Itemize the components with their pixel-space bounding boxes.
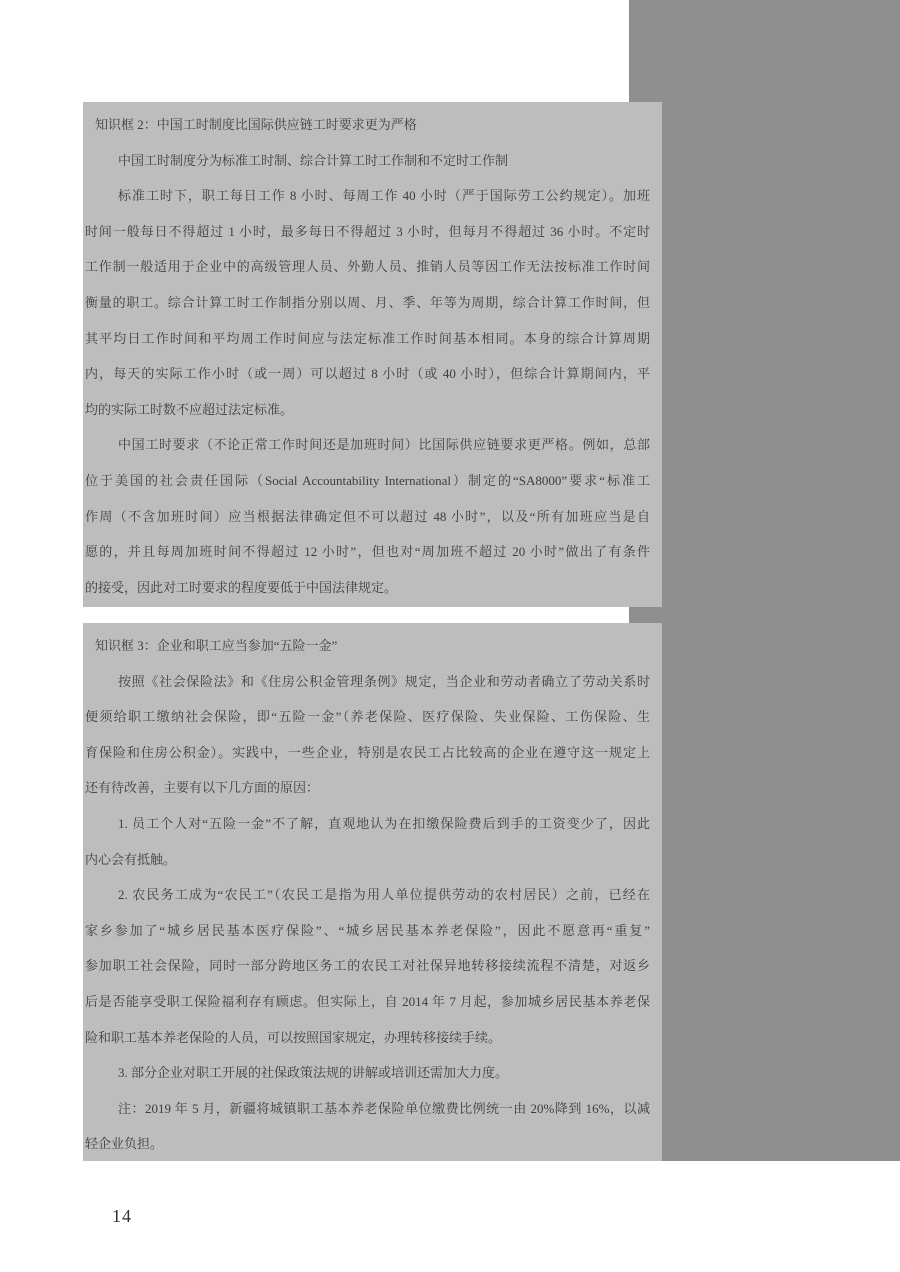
text-line: 便须给职工缴纳社会保险，即“五险一金”（养老保险、医疗保险、失业保险、工伤保险、生 — [85, 709, 650, 725]
text-line: 时间一般每日不得超过 1 小时，最多每日不得超过 3 小时，但每月不得超过 36 小时。不定时 — [85, 223, 650, 239]
text-line: 险和职工基本养老保险的人员，可以按照国家规定，办理转移接续手续。 — [85, 1029, 502, 1045]
text-line: 中国工时要求（不论正常工作时间还是加班时间）比国际供应链要求更严格。例如，总部 — [118, 437, 650, 453]
text-line: 知识框 3：企业和职工应当参加“五险一金” — [95, 638, 338, 653]
knowledge-box-2 — [83, 102, 662, 607]
text-line: 还有待改善，主要有以下几方面的原因： — [85, 780, 320, 796]
text-line: 均的实际工时数不应超过法定标准。 — [85, 401, 294, 417]
text-line: 参加职工社会保险，同时一部分跨地区务工的农民工对社保异地转移接续流程不清楚，对返乡 — [85, 958, 650, 974]
text-line: 其平均日工作时间和平均周工作时间应与法定标准工作时间基本相同。本身的综合计算周期 — [85, 330, 650, 346]
text-line: 工作制一般适用于企业中的高级管理人员、外勤人员、推销人员等因工作无法按标准工作时间 — [85, 259, 650, 275]
text-line: 位于美国的社会责任国际（Social Accountability International）制定的“SA8000”要求“标准工 — [85, 472, 650, 488]
text-line: 衡量的职工。综合计算工时工作制指分别以周、月、季、年等为周期，综合计算工作时间，但 — [85, 294, 650, 310]
text-line: 后是否能享受职工保险福利存有顾虑。但实际上，自 2014 年 7 月起，参加城乡居民基本养老保 — [85, 993, 650, 1009]
text-line: 愿的，并且每周加班时间不得超过 12 小时”，但也对“周加班不超过 20 小时”做出了有条件 — [85, 544, 650, 560]
text-line: 的接受，因此对工时要求的程度要低于中国法律规定。 — [85, 579, 398, 595]
text-line: 知识框 2：中国工时制度比国际供应链工时要求更为严格 — [95, 117, 417, 132]
text-line: 作周（不含加班时间）应当根据法律确定但不可以超过 48 小时”，以及“所有加班应当是自 — [85, 508, 650, 524]
text-line: 育保险和住房公积金）。实践中，一些企业，特别是农民工占比较高的企业在遵守这一规定上 — [85, 744, 650, 760]
page-number: 14 — [112, 1206, 132, 1226]
text-line: 家乡参加了“城乡居民基本医疗保险”、“城乡居民基本养老保险”，因此不愿意再“重复” — [85, 922, 650, 938]
text-line: 按照《社会保险法》和《住房公积金管理条例》规定，当企业和劳动者确立了劳动关系时 — [118, 673, 650, 689]
text-line: 内，每天的实际工作小时（或一周）可以超过 8 小时（或 40 小时），但综合计算期间内，平 — [85, 366, 650, 382]
text-line: 2. 农民务工成为“农民工”（农民工是指为用人单位提供劳动的农村居民）之前，已经在 — [118, 887, 650, 903]
text-line: 内心会有抵触。 — [85, 851, 177, 867]
text-line: 标准工时下，职工每日工作 8 小时、每周工作 40 小时（严于国际劳工公约规定）。加班 — [118, 188, 650, 204]
text-line: 中国工时制度分为标准工时制、综合计算工时工作制和不定时工作制 — [118, 152, 509, 168]
scan-gray-band — [629, 0, 900, 1161]
text-line: 轻企业负担。 — [85, 1136, 164, 1152]
text-line: 注：2019 年 5 月，新疆将城镇职工基本养老保险单位缴费比例统一由 20%降到 16%，以减 — [118, 1100, 650, 1116]
text-line: 3. 部分企业对职工开展的社保政策法规的讲解或培训还需加大力度。 — [118, 1065, 509, 1081]
knowledge-box-3 — [83, 623, 662, 1161]
text-line: 1. 员工个人对“五险一金”不了解，直观地认为在扣缴保险费后到手的工资变少了，因此 — [118, 815, 650, 831]
